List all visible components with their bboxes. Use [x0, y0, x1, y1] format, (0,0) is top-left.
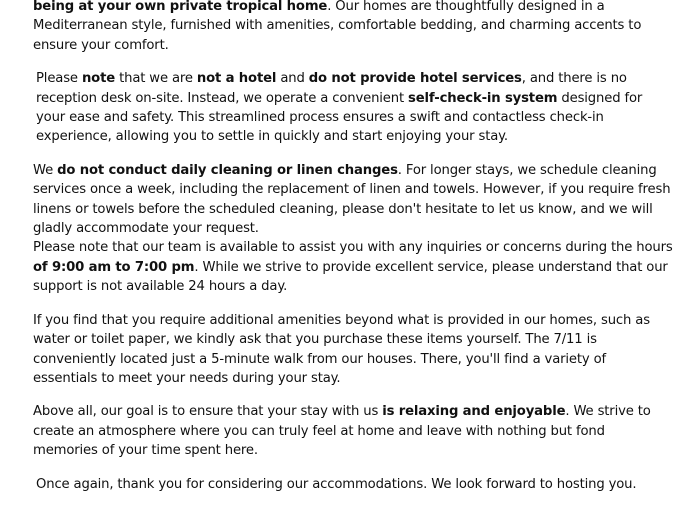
bold-text: note: [81, 71, 116, 87]
body-text: . We strive to create an atmosphere where you can truly feel at home and leave with nothing but fond memories of your time spent here.: [33, 404, 651, 459]
body-text: designed for your ease and safety. This streamlined process ensures a swift and contactless check-in experience, allowing you to settle in quickly and start enjoying your stay.: [36, 90, 643, 145]
body-text: We: [33, 162, 58, 178]
paragraph-closing: [33, 475, 673, 494]
paragraph-not-a-hotel: [33, 69, 673, 147]
body-text: and: [276, 71, 309, 87]
body-text: Please: [36, 71, 82, 87]
body-text: If you find that you require additional amenities beyond what is provided in our homes, such as water or toilet paper, we kindly ask that you purchase these items yourself. The 7/11 is conveniently located just a 5-minute walk from our houses. There, you'll find a variety of essentials to meet your needs during your stay.: [33, 312, 650, 386]
paragraph-goal: [33, 402, 673, 460]
body-text: . Our homes are thoughtfully designed in a Mediterranean style, furnished with amenities, comfortable bedding, and charming accents to ensure your comfort.: [33, 0, 642, 53]
bold-text: being at your own private tropical home: [33, 0, 328, 14]
bold-text: is relaxing and enjoyable: [382, 404, 566, 420]
body-text: that we are: [115, 71, 197, 87]
body-text: Please note that our team is available to assist you with any inquiries or concerns during the hours: [33, 240, 673, 256]
body-text: Once again, thank you for considering our accommodations. We look forward to hosting you.: [36, 476, 637, 492]
paragraph-amenities: [33, 311, 673, 389]
bold-text: not a hotel: [196, 71, 277, 87]
paragraph-cleaning: [33, 161, 673, 239]
body-text: . For longer stays, we schedule cleaning services once a week, including the replacement of linen and towels. However, if you require fresh linens or towels before the scheduled cleaning, please don't hesitate to let us know, and we will gladly accommodate your request.: [33, 162, 671, 237]
document-body: [33, 0, 673, 508]
bold-text: do not conduct daily cleaning or linen changes: [57, 162, 398, 178]
bold-text: self-check-in system: [408, 90, 558, 106]
bold-text: do not provide hotel services: [308, 71, 522, 87]
body-text: , and there is no reception desk on-site. Instead, we operate a convenient: [36, 71, 627, 106]
body-text: . While we strive to provide excellent service, please understand that our support is not available 24 hours a day.: [33, 259, 668, 295]
paragraph-support-hours: [33, 238, 673, 296]
bold-text: of 9:00 am to 7:00 pm: [33, 259, 195, 275]
body-text: Above all, our goal is to ensure that your stay with us: [33, 404, 383, 420]
paragraph-intro: [33, 0, 673, 55]
